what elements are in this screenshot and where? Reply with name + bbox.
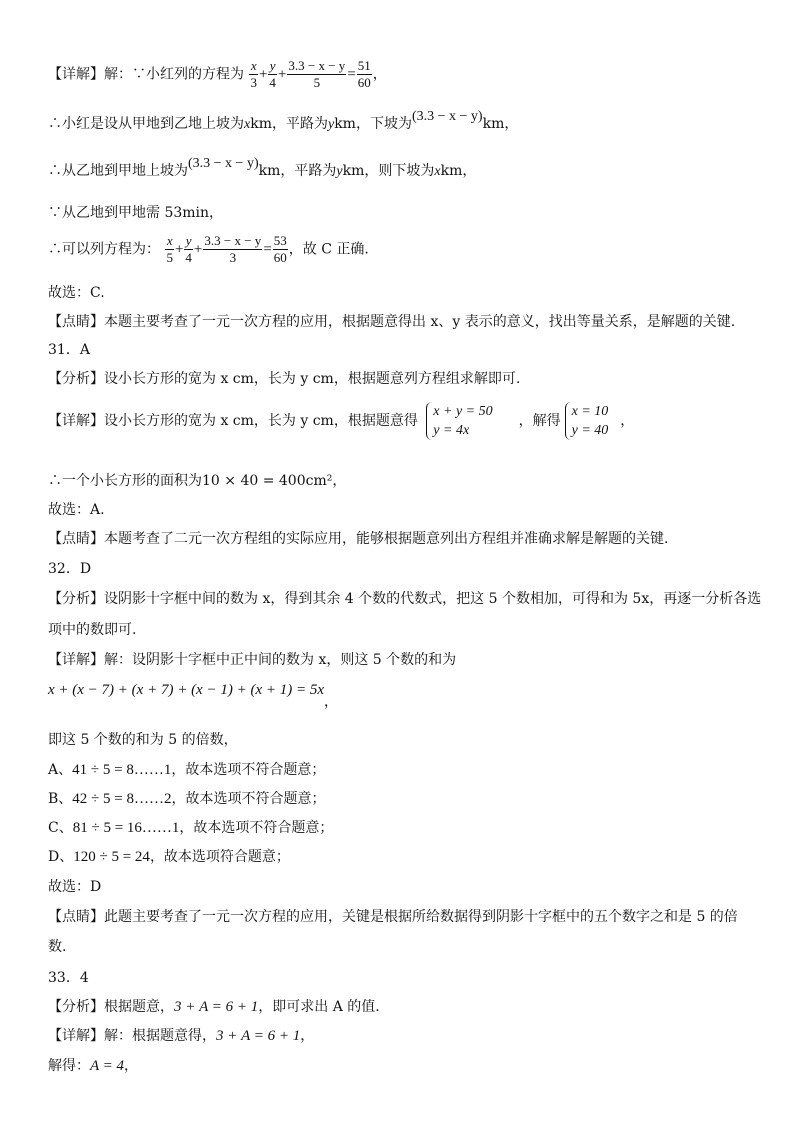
detail-line-30: 【详解】解：∵小红列的方程为 $\frac{x}{3}$ + $\frac{y}{4}$ + $\frac{3.3 - x - y}{5}$ = $\frac{51}{60}$ ， <box>48 58 387 90</box>
equation-system: x + y = 50 y = 4x <box>426 402 500 440</box>
solution-system: x = 10 y = 40 <box>565 402 617 440</box>
problem-number: 33．4 <box>48 970 89 986</box>
detail-intro: 解：∵小红列的方程为 <box>104 66 244 83</box>
area-line: ∴一个小长方形的面积为10 × 40 = 400cm²， <box>48 473 347 489</box>
fraction: $\frac{3.3 - x - y}{3}$ <box>204 233 262 265</box>
fraction: $\frac{x}{3}$ <box>250 58 257 90</box>
answer-line: 故选：C. <box>48 285 105 301</box>
comment-line: 【点睛】此题主要考查了一元一次方程的应用，关键是根据所给数据得到阴影十字框中的五个数字之和是 5 的倍 <box>48 909 738 925</box>
analysis-line: 【分析】设阴影十字框中间的数为 x，得到其余 4 个数的代数式，把这 5 个数相加，可得和为 5x，再逐一分析各选 <box>48 591 762 607</box>
detail-label: 【详解】 <box>48 413 104 429</box>
fraction: $\frac{53}{60}$ <box>273 233 287 265</box>
comment-line: 【点睛】本题考查了二元一次方程组的实际应用，能够根据题意列出方程组并准确求解是解题的关键. <box>48 531 669 547</box>
equation-line: ∴可以列方程为： $\frac{x}{5}$ + $\frac{y}{4}$ + $\frac{3.3 - x - y}{3}$ = $\frac{53}{60}$ ，故 C 正确. <box>48 233 369 265</box>
point-label: 【点睛】 <box>48 909 104 925</box>
answer-line: 故选：D <box>48 879 102 895</box>
comment-line-cont: 数. <box>48 939 67 955</box>
detail-label: 【详解】 <box>48 66 104 83</box>
fraction: $\frac{51}{60}$ <box>357 58 371 90</box>
option-line-d: D、120 ÷ 5 = 24，故本选项符合题意； <box>48 849 290 865</box>
fraction: $\frac{3.3 - x - y}{5}$ <box>288 58 346 90</box>
detail-line-33: 【详解】解：根据题意得，3 + A = 6 + 1， <box>48 1028 315 1044</box>
analysis-line: 【分析】设小长方形的宽为 x cm，长为 y cm，根据题意列方程组求解即可. <box>48 371 521 387</box>
text-line: ∴小红是设从甲地到乙地上坡为xkm，平路为ykm，下坡为(3.3 − x − y)km， <box>48 109 519 132</box>
sum-expression: x + (x − 7) + (x + 7) + (x − 1) + (x + 1) = 5x <box>48 682 325 698</box>
detail-label: 【详解】 <box>48 1028 104 1044</box>
detail-line-31: 【详解】设小长方形的宽为 x cm，长为 y cm，根据题意得 x + y = 50 y = 4x ，解得 x = 10 y = 40 ， <box>48 404 635 438</box>
analysis-line: 【分析】根据题意，3 + A = 6 + 1，即可求出 A 的值. <box>48 999 380 1015</box>
detail-label: 【详解】 <box>48 652 104 668</box>
sum-expression-line: x + (x − 7) + (x + 7) + (x − 1) + (x + 1) = 5x， <box>48 682 339 710</box>
problem-number: 31．A <box>48 342 90 358</box>
point-label: 【点睛】 <box>48 314 104 330</box>
analysis-label: 【分析】 <box>48 999 104 1015</box>
result-line: 解得：A = 4， <box>48 1058 139 1074</box>
fraction: $\frac{y}{4}$ <box>185 233 192 265</box>
comment-line: 【点睛】本题主要考查了一元一次方程的应用，根据题意得出 x、y 表示的意义，找出等量关系，是解题的关键. <box>48 314 736 330</box>
answer-line: 故选：A. <box>48 502 105 518</box>
analysis-label: 【分析】 <box>48 591 104 607</box>
fraction: $\frac{x}{5}$ <box>166 233 173 265</box>
point-label: 【点睛】 <box>48 531 104 547</box>
option-line-c: C、81 ÷ 5 = 16……1，故本选项不符合题意； <box>48 820 334 836</box>
option-line-b: B、42 ÷ 5 = 8……2，故本选项不符合题意； <box>48 791 326 807</box>
text-line: ∴从乙地到甲地上坡为(3.3 − x − y)km，平路为ykm，则下坡为xkm， <box>48 156 477 179</box>
math-expression: (3.3 − x − y) <box>411 109 483 124</box>
option-line-a: A、41 ÷ 5 = 8……1，故本选项不符合题意； <box>48 762 326 778</box>
text-line: 即这 5 个数的和为 5 的倍数， <box>48 732 238 748</box>
problem-number: 32．D <box>48 561 92 577</box>
detail-line-32: 【详解】解：设阴影十字框中正中间的数为 x，则这 5 个数的和为 <box>48 652 457 668</box>
analysis-line-cont: 项中的数即可. <box>48 622 137 638</box>
text-line: ∵从乙地到甲地需 53min， <box>48 205 224 221</box>
analysis-label: 【分析】 <box>48 371 104 387</box>
math-expression: (3.3 − x − y) <box>188 156 259 171</box>
fraction: $\frac{y}{4}$ <box>269 58 276 90</box>
